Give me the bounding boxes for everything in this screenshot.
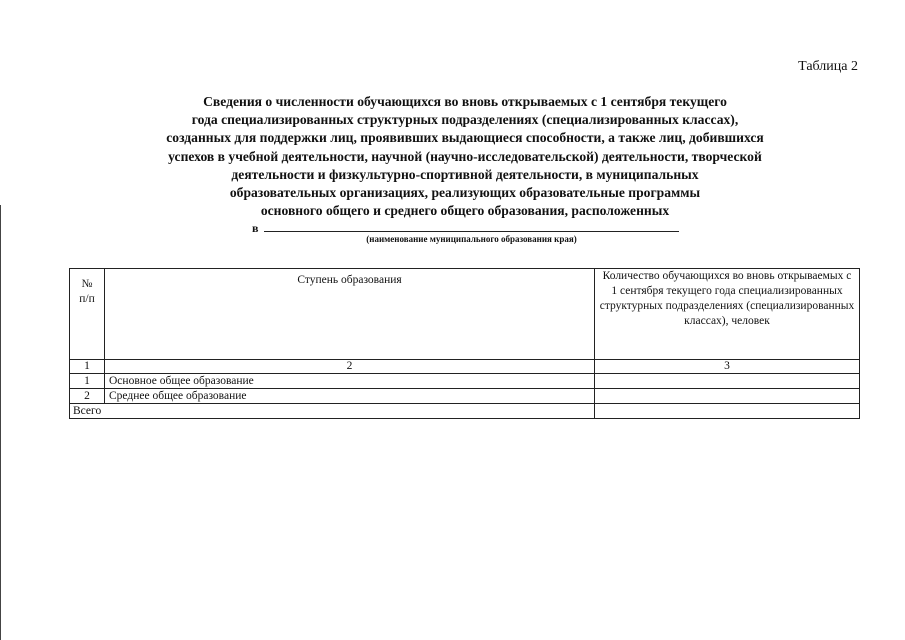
column-index: 3 bbox=[595, 360, 860, 374]
total-count-cell[interactable] bbox=[595, 404, 860, 419]
row-number: 1 bbox=[70, 374, 105, 389]
title-line: Сведения о численности обучающихся во вновь открываемых с 1 сентября текущего bbox=[203, 94, 727, 109]
table-row bbox=[70, 374, 860, 389]
header-number-symbol: № bbox=[81, 278, 93, 290]
header-count: Количество обучающихся во вновь открываемых с 1 сентября текущего года специализированных структурных подразделениях (специализированных классах), человек bbox=[595, 269, 860, 360]
enrollment-table bbox=[69, 268, 860, 419]
total-label: Всего bbox=[70, 404, 595, 419]
municipality-prefix: в bbox=[252, 221, 259, 235]
row-stage: Среднее общее образование bbox=[105, 389, 595, 404]
row-stage: Основное общее образование bbox=[105, 374, 595, 389]
header-number-abbr: п/п bbox=[79, 293, 95, 305]
row-count-cell[interactable] bbox=[595, 389, 860, 404]
total-row bbox=[70, 404, 860, 419]
title-line: созданных для поддержки лиц, проявивших выдающиеся способности, а также лиц, добившихся bbox=[166, 130, 764, 146]
title-line: года специализированных структурных подразделениях (специализированных классах), bbox=[191, 112, 739, 128]
column-index: 1 bbox=[70, 360, 105, 374]
title-line: основного общего и среднего общего образования, расположенных bbox=[260, 203, 670, 219]
table-label: Таблица 2 bbox=[798, 59, 858, 74]
header-stage: Ступень образования bbox=[105, 269, 595, 360]
page-edge-line bbox=[0, 205, 1, 640]
municipality-caption: (наименование муниципального образования края) bbox=[366, 234, 577, 244]
document-title bbox=[120, 93, 810, 220]
title-line: образовательных организациях, реализующих образовательные программы bbox=[229, 185, 701, 201]
table-header-row bbox=[70, 269, 860, 360]
row-number: 2 bbox=[70, 389, 105, 404]
municipality-blank-line bbox=[264, 231, 679, 232]
title-line: успехов в учебной деятельности, научной (научно-исследовательской) деятельности, творческой bbox=[168, 148, 762, 164]
column-index-row bbox=[70, 360, 860, 374]
table-row bbox=[70, 389, 860, 404]
column-index: 2 bbox=[105, 360, 595, 374]
header-number bbox=[70, 269, 105, 360]
title-line: деятельности и физкультурно-спортивной деятельности, в муниципальных bbox=[231, 166, 699, 182]
row-count-cell[interactable] bbox=[595, 374, 860, 389]
